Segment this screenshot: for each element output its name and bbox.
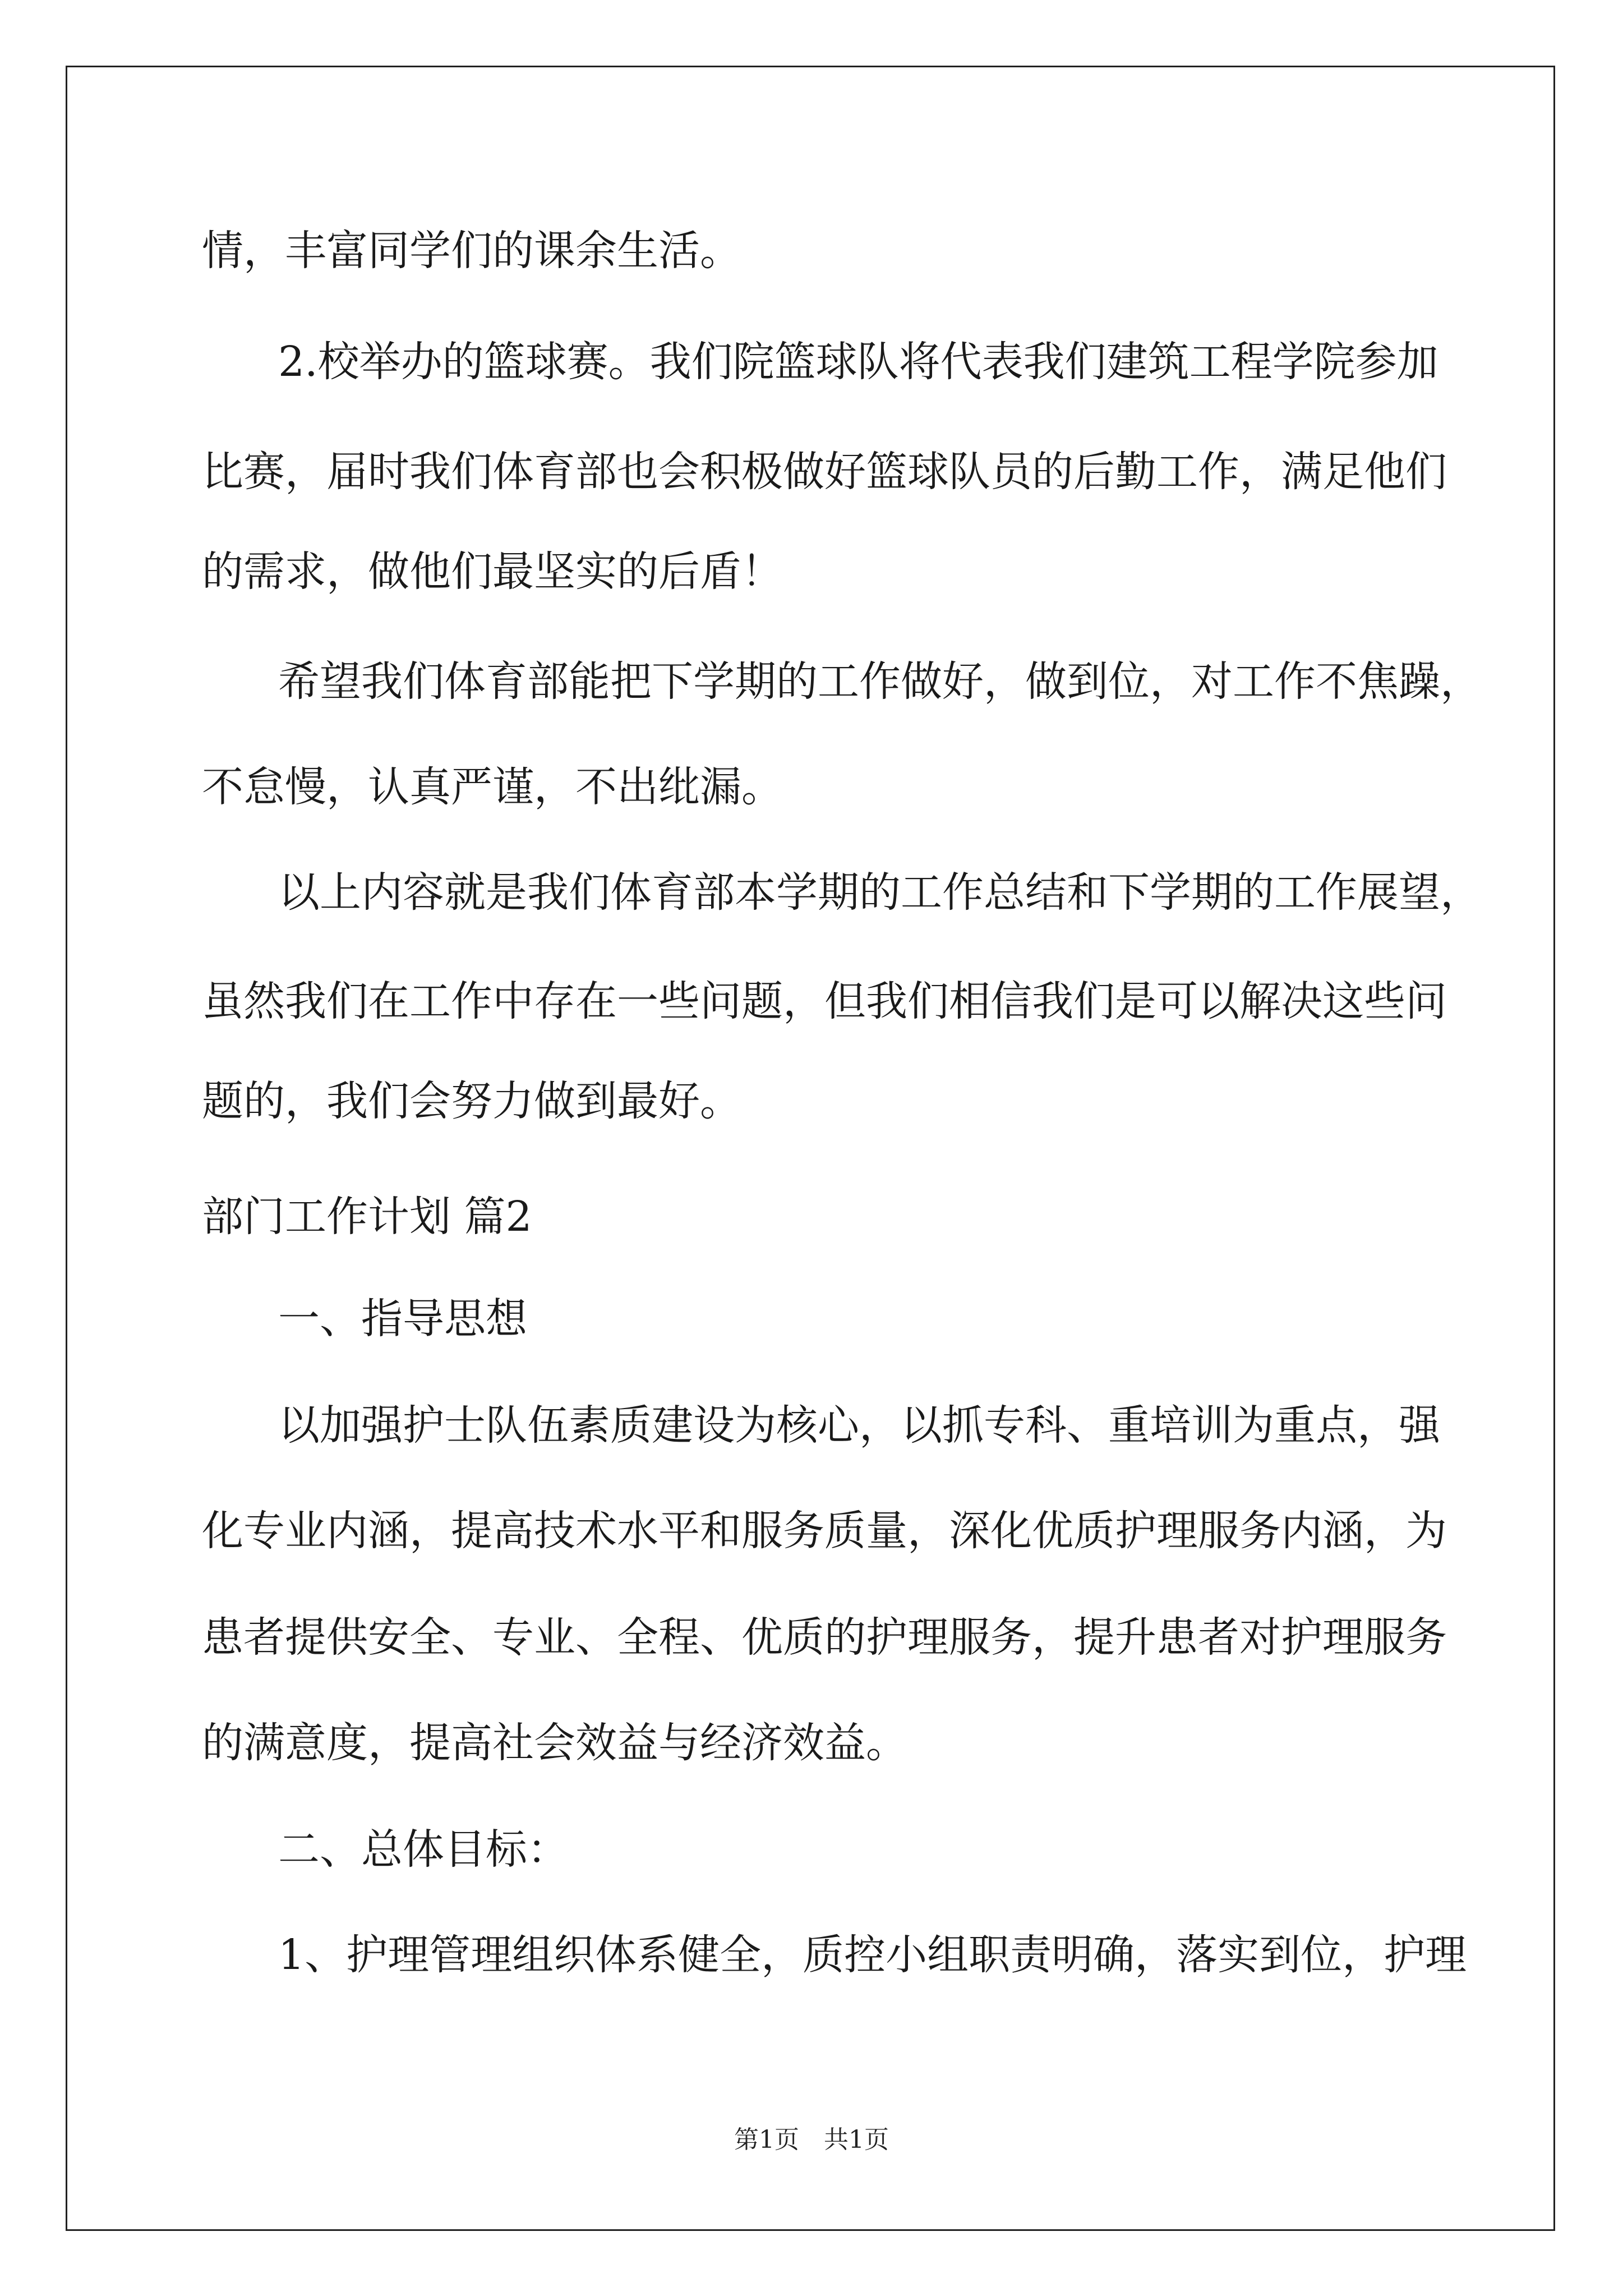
page-number-footer: 第1页 共1页	[734, 2125, 889, 2154]
text-line: 不怠慢，认真严谨，不出纰漏。	[202, 763, 783, 811]
text-line: 比赛，届时我们体育部也会积极做好篮球队员的后勤工作，满足他们	[202, 448, 1447, 496]
text-line: 1、护理管理组织体系健全，质控小组职责明确，落实到位，护理	[278, 1931, 1467, 1979]
text-line: 情，丰富同学们的课余生活。	[202, 227, 741, 275]
text-line: 的需求，做他们最坚实的后盾！	[202, 547, 783, 596]
text-line: 希望我们体育部能把下学期的工作做好，做到位，对工作不焦躁，	[278, 657, 1482, 706]
text-line: 以加强护士队伍素质建设为核心，以抓专科、重培训为重点，强	[278, 1401, 1440, 1450]
text-line: 的满意度，提高社会效益与经济效益。	[202, 1719, 907, 1767]
text-line: 题的，我们会努力做到最好。	[202, 1077, 741, 1125]
subheading: 二、总体目标：	[278, 1825, 569, 1874]
text-line: 虽然我们在工作中存在一些问题，但我们相信我们是可以解决这些问	[202, 977, 1447, 1025]
page-border	[66, 66, 1555, 2231]
text-line: 以上内容就是我们体育部本学期的工作总结和下学期的工作展望，	[278, 868, 1482, 917]
text-line: 2.校举办的篮球赛。我们院篮球队将代表我们建筑工程学院参加	[278, 338, 1438, 386]
section-heading: 部门工作计划 篇2	[202, 1193, 532, 1241]
text-line: 化专业内涵，提高技术水平和服务质量，深化优质护理服务内涵，为	[202, 1507, 1447, 1555]
subheading: 一、指导思想	[278, 1295, 527, 1343]
text-line: 患者提供安全、专业、全程、优质的护理服务，提升患者对护理服务	[202, 1613, 1447, 1662]
